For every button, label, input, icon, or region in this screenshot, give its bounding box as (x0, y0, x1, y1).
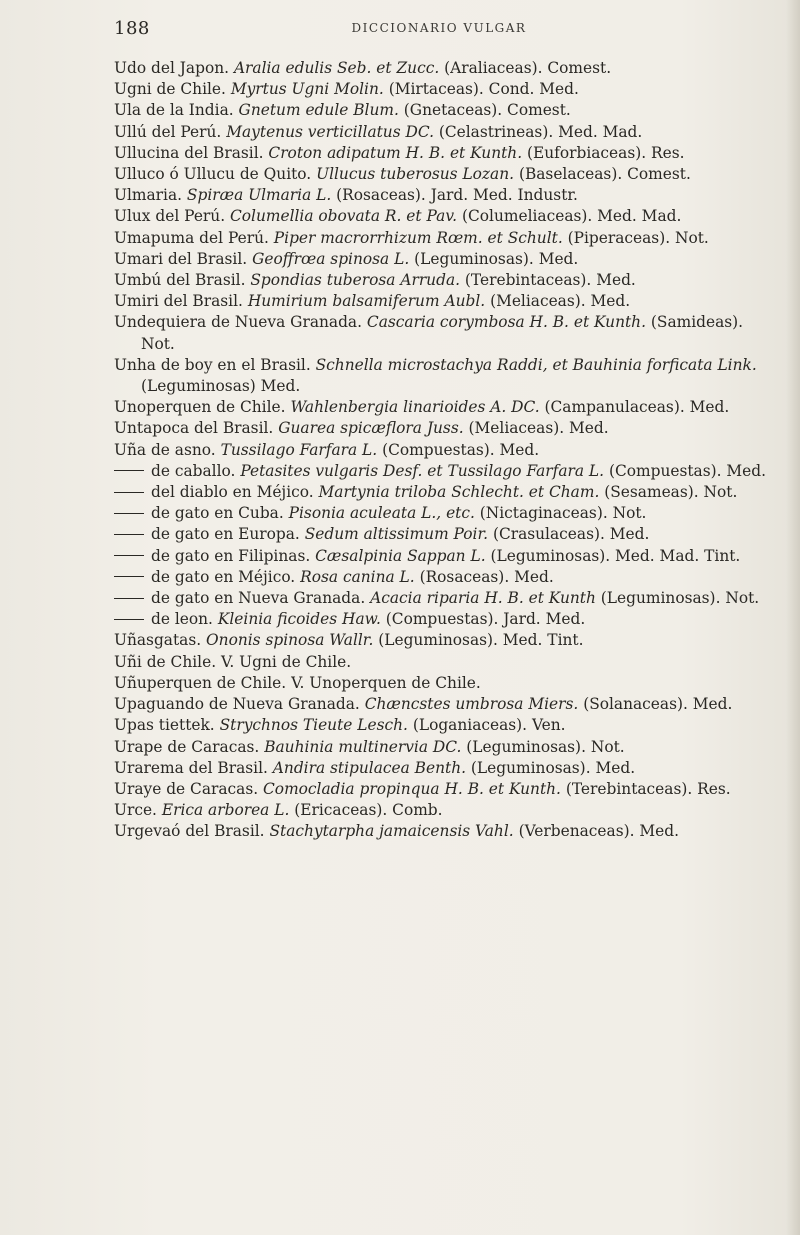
scientific-name: Pisonia aculeata L., etc. (288, 504, 475, 523)
family-and-uses: (Verbenaceas). Med. (518, 822, 679, 841)
family-and-uses: (Leguminosas). Med. Mad. Tint. (490, 546, 741, 565)
dictionary-entry (114, 482, 774, 503)
common-name: Ugni de Chile. (114, 80, 226, 99)
family-and-uses: (Sesameas). Not. (604, 483, 738, 502)
dictionary-entry (114, 164, 774, 185)
family-and-uses: (Columeliaceas). Med. Mad. (461, 207, 682, 226)
dictionary-entry (114, 79, 774, 100)
family-and-uses: (Solanaceas). Med. (583, 695, 733, 714)
dictionary-entry (114, 588, 774, 609)
family-and-uses: (Piperaceas). Not. (567, 228, 709, 247)
page-header (114, 16, 764, 42)
dictionary-entry (114, 694, 774, 715)
family-and-uses: (Compuestas). Med. (382, 440, 540, 459)
ditto-dash (114, 470, 144, 471)
dictionary-entry (114, 779, 774, 800)
common-name: Ula de la India. (114, 101, 234, 120)
family-and-uses: (Compuestas). Med. (608, 461, 767, 480)
family-and-uses: (Nictaginaceas). Not. (479, 504, 647, 523)
family-and-uses: (Crasulaceas). Med. (492, 525, 650, 544)
common-name: Umapuma del Perú. (114, 228, 269, 247)
family-and-uses: (Baselaceas). Comest. (518, 165, 691, 184)
scientific-name: Myrtus Ugni Molin. (230, 80, 384, 99)
dictionary-entry (114, 461, 774, 482)
scientific-name: Chæncstes umbrosa Miers. (364, 695, 579, 714)
common-name: Udo del Japon. (114, 59, 230, 77)
family-and-uses: (Terebintaceas). Med. (464, 271, 636, 290)
common-name: Untapoca del Brasil. (114, 419, 274, 438)
family-and-uses: (Samideas). Not. (141, 313, 744, 353)
common-name: Uña de asno. (114, 440, 216, 459)
family-and-uses: (Meliaceas). Med. (468, 419, 609, 438)
common-name: Uñuperquen de Chile. V. Unoperquen de Chile. (114, 673, 481, 692)
ditto-dash (114, 492, 144, 493)
family-and-uses: (Celastrineas). Med. Mad. (438, 122, 643, 141)
common-name: Upaguando de Nueva Granada. (114, 695, 360, 714)
scientific-name: Strychnos Tieute Lesch. (219, 716, 408, 735)
common-name: de gato en Cuba. (151, 504, 284, 523)
dictionary-entry (114, 503, 774, 524)
scientific-name: Spiræa Ulmaria L. (186, 186, 332, 205)
common-name: de gato en Méjico. (151, 567, 296, 586)
family-and-uses: (Compuestas). Jard. Med. (385, 610, 586, 629)
family-and-uses: (Leguminosas). Not. (600, 589, 760, 608)
scientific-name: Columellia obovata R. et Pav. (230, 207, 458, 226)
scientific-name: Cascaria corymbosa H. B. et Kunth. (366, 313, 646, 332)
dictionary-entry (114, 185, 774, 206)
dictionary-entry (114, 355, 774, 397)
scientific-name: Ononis spinosa Wallr. (206, 631, 374, 650)
scientific-name: Bauhinia multinervia DC. (264, 737, 462, 756)
dictionary-entry (114, 673, 774, 694)
ditto-dash (114, 576, 144, 577)
ditto-dash (114, 513, 144, 514)
scientific-name: Croton adipatum H. B. et Kunth. (268, 143, 523, 162)
common-name: Unha de boy en el Brasil. (114, 355, 311, 374)
dictionary-entry (114, 524, 774, 545)
scientific-name: Maytenus verticillatus DC. (226, 122, 434, 141)
dictionary-entry (114, 800, 774, 821)
ditto-dash (114, 598, 144, 599)
scientific-name: Rosa canina L. (300, 567, 415, 586)
common-name: de gato en Europa. (151, 525, 300, 544)
dictionary-entry (114, 228, 774, 249)
scientific-name: Stachytarpha jamaicensis Vahl. (269, 822, 514, 841)
running-title: DICCIONARIO VULGAR (351, 21, 527, 35)
common-name: Umiri del Brasil. (114, 292, 243, 311)
common-name: Upas tiettek. (114, 716, 215, 735)
common-name: Undequiera de Nueva Granada. (114, 313, 363, 332)
common-name: Umari del Brasil. (114, 249, 248, 268)
common-name: de gato en Filipinas. (151, 546, 311, 565)
dictionary-entries (114, 58, 774, 843)
family-and-uses: (Araliaceas). Comest. (444, 59, 612, 77)
dictionary-entry (114, 630, 774, 651)
dictionary-entry (114, 652, 774, 673)
scientific-name: Cæsalpinia Sappan L. (315, 546, 486, 565)
scientific-name: Ullucus tuberosus Lozan. (316, 165, 515, 184)
scientific-name: Tussilago Farfara L. (220, 440, 378, 459)
scientific-name: Acacia riparia H. B. et Kunth (370, 589, 596, 608)
scientific-name: Guarea spicæflora Juss. (278, 419, 464, 438)
common-name: Unoperquen de Chile. (114, 398, 286, 417)
scientific-name: Erica arborea L. (161, 801, 290, 820)
common-name: Ullucina del Brasil. (114, 143, 264, 162)
ditto-dash (114, 619, 144, 620)
scientific-name: Sedum altissimum Poir. (304, 525, 489, 544)
scientific-name: Humirium balsamiferum Aubl. (247, 292, 486, 311)
dictionary-entry (114, 312, 774, 354)
common-name: Urce. (114, 801, 157, 820)
common-name: Urgevaó del Brasil. (114, 822, 265, 841)
dictionary-entry (114, 122, 774, 143)
page-number: 188 (114, 18, 150, 39)
scientific-name: Comocladia propinqua H. B. et Kunth. (263, 779, 561, 798)
common-name: Uñi de Chile. V. Ugni de Chile. (114, 652, 352, 671)
dictionary-entry (114, 821, 774, 842)
dictionary-entry (114, 546, 774, 567)
dictionary-entry (114, 397, 774, 418)
scientific-name: Geoffrœa spinosa L. (252, 249, 410, 268)
dictionary-entry (114, 567, 774, 588)
family-and-uses: (Leguminosas). Med. (470, 758, 636, 777)
dictionary-entry (114, 270, 774, 291)
dictionary-entry (114, 609, 774, 630)
dictionary-entry (114, 440, 774, 461)
scientific-name: Andira stipulacea Benth. (272, 758, 467, 777)
dictionary-entry (114, 206, 774, 227)
common-name: Urape de Caracas. (114, 737, 260, 756)
common-name: Urarema del Brasil. (114, 758, 268, 777)
family-and-uses: (Euforbiaceas). Res. (527, 143, 685, 162)
ditto-dash (114, 555, 144, 556)
family-and-uses: (Terebintaceas). Res. (565, 779, 731, 798)
common-name: Umbú del Brasil. (114, 271, 246, 290)
scientific-name: Spondias tuberosa Arruda. (250, 271, 461, 290)
family-and-uses: (Ericaceas). Comb. (294, 801, 443, 820)
family-and-uses: (Leguminosas). Med. Tint. (378, 631, 584, 650)
common-name: de caballo. (151, 461, 236, 480)
common-name: Ulux del Perú. (114, 207, 226, 226)
common-name: Uraye de Caracas. (114, 779, 259, 798)
page-edge-shadow (786, 0, 800, 1235)
common-name: Ulluco ó Ullucu de Quito. (114, 165, 312, 184)
dictionary-entry (114, 418, 774, 439)
family-and-uses: (Mirtaceas). Cond. Med. (388, 80, 579, 99)
scientific-name: Piper macrorrhizum Rœm. et Schult. (273, 228, 563, 247)
dictionary-entry (114, 249, 774, 270)
scientific-name: Wahlenbergia linarioides A. DC. (290, 398, 540, 417)
dictionary-entry (114, 143, 774, 164)
family-and-uses: (Rosaceas). Med. (419, 567, 554, 586)
common-name: Uñasgatas. (114, 631, 202, 650)
common-name: del diablo en Méjico. (151, 483, 314, 502)
family-and-uses: (Leguminosas). Not. (466, 737, 625, 756)
scientific-name: Schnella microstachya Raddi, et Bauhinia forficata Link. (315, 355, 757, 374)
family-and-uses: (Leguminosas) Med. (141, 377, 301, 396)
family-and-uses: (Meliaceas). Med. (490, 292, 631, 311)
common-name: Ullú del Perú. (114, 122, 222, 141)
dictionary-entry (114, 715, 774, 736)
dictionary-entry (114, 100, 774, 121)
family-and-uses: (Loganiaceas). Ven. (412, 716, 566, 735)
common-name: de leon. (151, 610, 213, 629)
dictionary-entry (114, 758, 774, 779)
scientific-name: Petasites vulgaris Desf. et Tussilago Farfara L. (240, 461, 605, 480)
ditto-dash (114, 534, 144, 535)
family-and-uses: (Gnetaceas). Comest. (403, 101, 571, 120)
scientific-name: Kleinia ficoides Haw. (217, 610, 381, 629)
family-and-uses: (Leguminosas). Med. (414, 249, 579, 268)
dictionary-entry (114, 291, 774, 312)
scientific-name: Gnetum edule Blum. (238, 101, 399, 120)
dictionary-entry (114, 737, 774, 758)
family-and-uses: (Rosaceas). Jard. Med. Industr. (336, 186, 578, 205)
family-and-uses: (Campanulaceas). Med. (544, 398, 730, 417)
common-name: Ulmaria. (114, 186, 183, 205)
common-name: de gato en Nueva Granada. (151, 589, 366, 608)
scientific-name: Martynia triloba Schlecht. et Cham. (318, 483, 600, 502)
dictionary-entry (114, 58, 774, 79)
scientific-name: Aralia edulis Seb. et Zucc. (233, 59, 440, 77)
